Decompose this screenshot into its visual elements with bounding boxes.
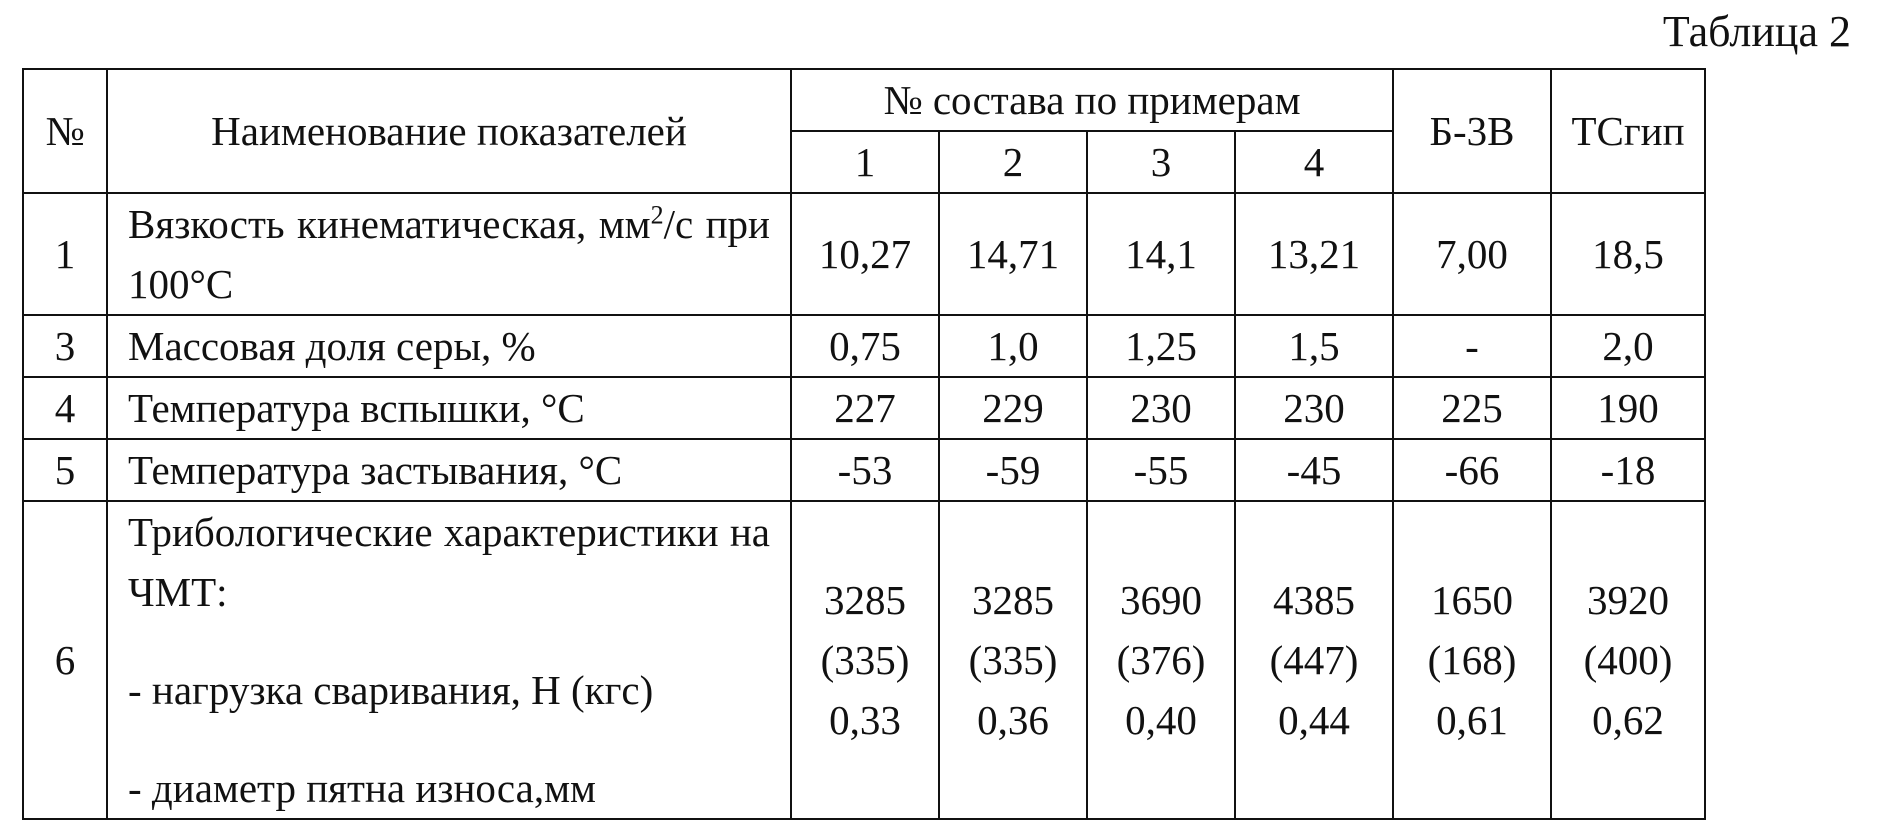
table-row xyxy=(23,377,1705,439)
row-name xyxy=(107,501,791,819)
row-name-line-1: Трибологические характеристики на xyxy=(128,509,770,555)
value-cell: 1,5 xyxy=(1235,315,1393,377)
header-indicator-name: Наименование показателей xyxy=(107,69,791,193)
value-cell: 230 xyxy=(1235,377,1393,439)
value-cell: -53 xyxy=(791,439,939,501)
value-cell: -45 xyxy=(1235,439,1393,501)
table-caption: Таблица 2 xyxy=(1662,7,1851,56)
value-cell: 230 xyxy=(1087,377,1235,439)
value-cell: 225 xyxy=(1393,377,1551,439)
row-name-line-2: 100°С xyxy=(128,261,234,307)
value-cell: -66 xyxy=(1393,439,1551,501)
value-cell: -55 xyxy=(1087,439,1235,501)
row-name xyxy=(107,193,791,315)
header-col-4: 4 xyxy=(1235,131,1393,193)
row-name: Температура вспышки, °С xyxy=(107,377,791,439)
wear-label: - диаметр пятна износа,мм xyxy=(128,765,596,811)
header-col-2: 2 xyxy=(939,131,1087,193)
load-label: - нагрузка сваривания, Н (кгс) xyxy=(128,667,654,713)
value-cell: 7,00 xyxy=(1393,193,1551,315)
value-cell: 18,5 xyxy=(1551,193,1705,315)
value-cell: 14,1 xyxy=(1087,193,1235,315)
table-row xyxy=(23,315,1705,377)
value-cell: 4385 (447) 0,44 xyxy=(1235,501,1393,819)
row-number: 1 xyxy=(23,193,107,315)
value-cell: 3285 (335) 0,33 xyxy=(791,501,939,819)
value-cell: 229 xyxy=(939,377,1087,439)
value-cell: 1,0 xyxy=(939,315,1087,377)
value-cell: 3920 (400) 0,62 xyxy=(1551,501,1705,819)
value-cell: 3690 (376) 0,40 xyxy=(1087,501,1235,819)
header-tsgip: ТСгип xyxy=(1551,69,1705,193)
value-cell: 1650 (168) 0,61 xyxy=(1393,501,1551,819)
row-name: Температура застывания, °С xyxy=(107,439,791,501)
table-row xyxy=(23,439,1705,501)
row-number: 4 xyxy=(23,377,107,439)
value-cell: 10,27 xyxy=(791,193,939,315)
value-cell: - xyxy=(1393,315,1551,377)
data-table xyxy=(22,68,1706,820)
header-b3v: Б-3В xyxy=(1393,69,1551,193)
header-col-1: 1 xyxy=(791,131,939,193)
value-cell: -59 xyxy=(939,439,1087,501)
value-cell: 13,21 xyxy=(1235,193,1393,315)
row-number: 3 xyxy=(23,315,107,377)
value-cell: 227 xyxy=(791,377,939,439)
row-number: 6 xyxy=(23,501,107,819)
value-cell: 1,25 xyxy=(1087,315,1235,377)
value-cell: 0,75 xyxy=(791,315,939,377)
header-col-3: 3 xyxy=(1087,131,1235,193)
row-name-line-2: ЧМТ: xyxy=(128,569,228,615)
value-cell: -18 xyxy=(1551,439,1705,501)
header-row-1 xyxy=(23,69,1705,131)
table-row xyxy=(23,193,1705,315)
row-name: Массовая доля серы, % xyxy=(107,315,791,377)
row-number: 5 xyxy=(23,439,107,501)
value-cell: 190 xyxy=(1551,377,1705,439)
value-cell: 14,71 xyxy=(939,193,1087,315)
value-cell: 3285 (335) 0,36 xyxy=(939,501,1087,819)
header-composition-group: № состава по примерам xyxy=(791,69,1393,131)
table-row xyxy=(23,501,1705,819)
row-name-line-1: Вязкость кинематическая, $мм^2/с$ при xyxy=(128,200,770,247)
header-number: № xyxy=(23,69,107,193)
value-cell: 2,0 xyxy=(1551,315,1705,377)
